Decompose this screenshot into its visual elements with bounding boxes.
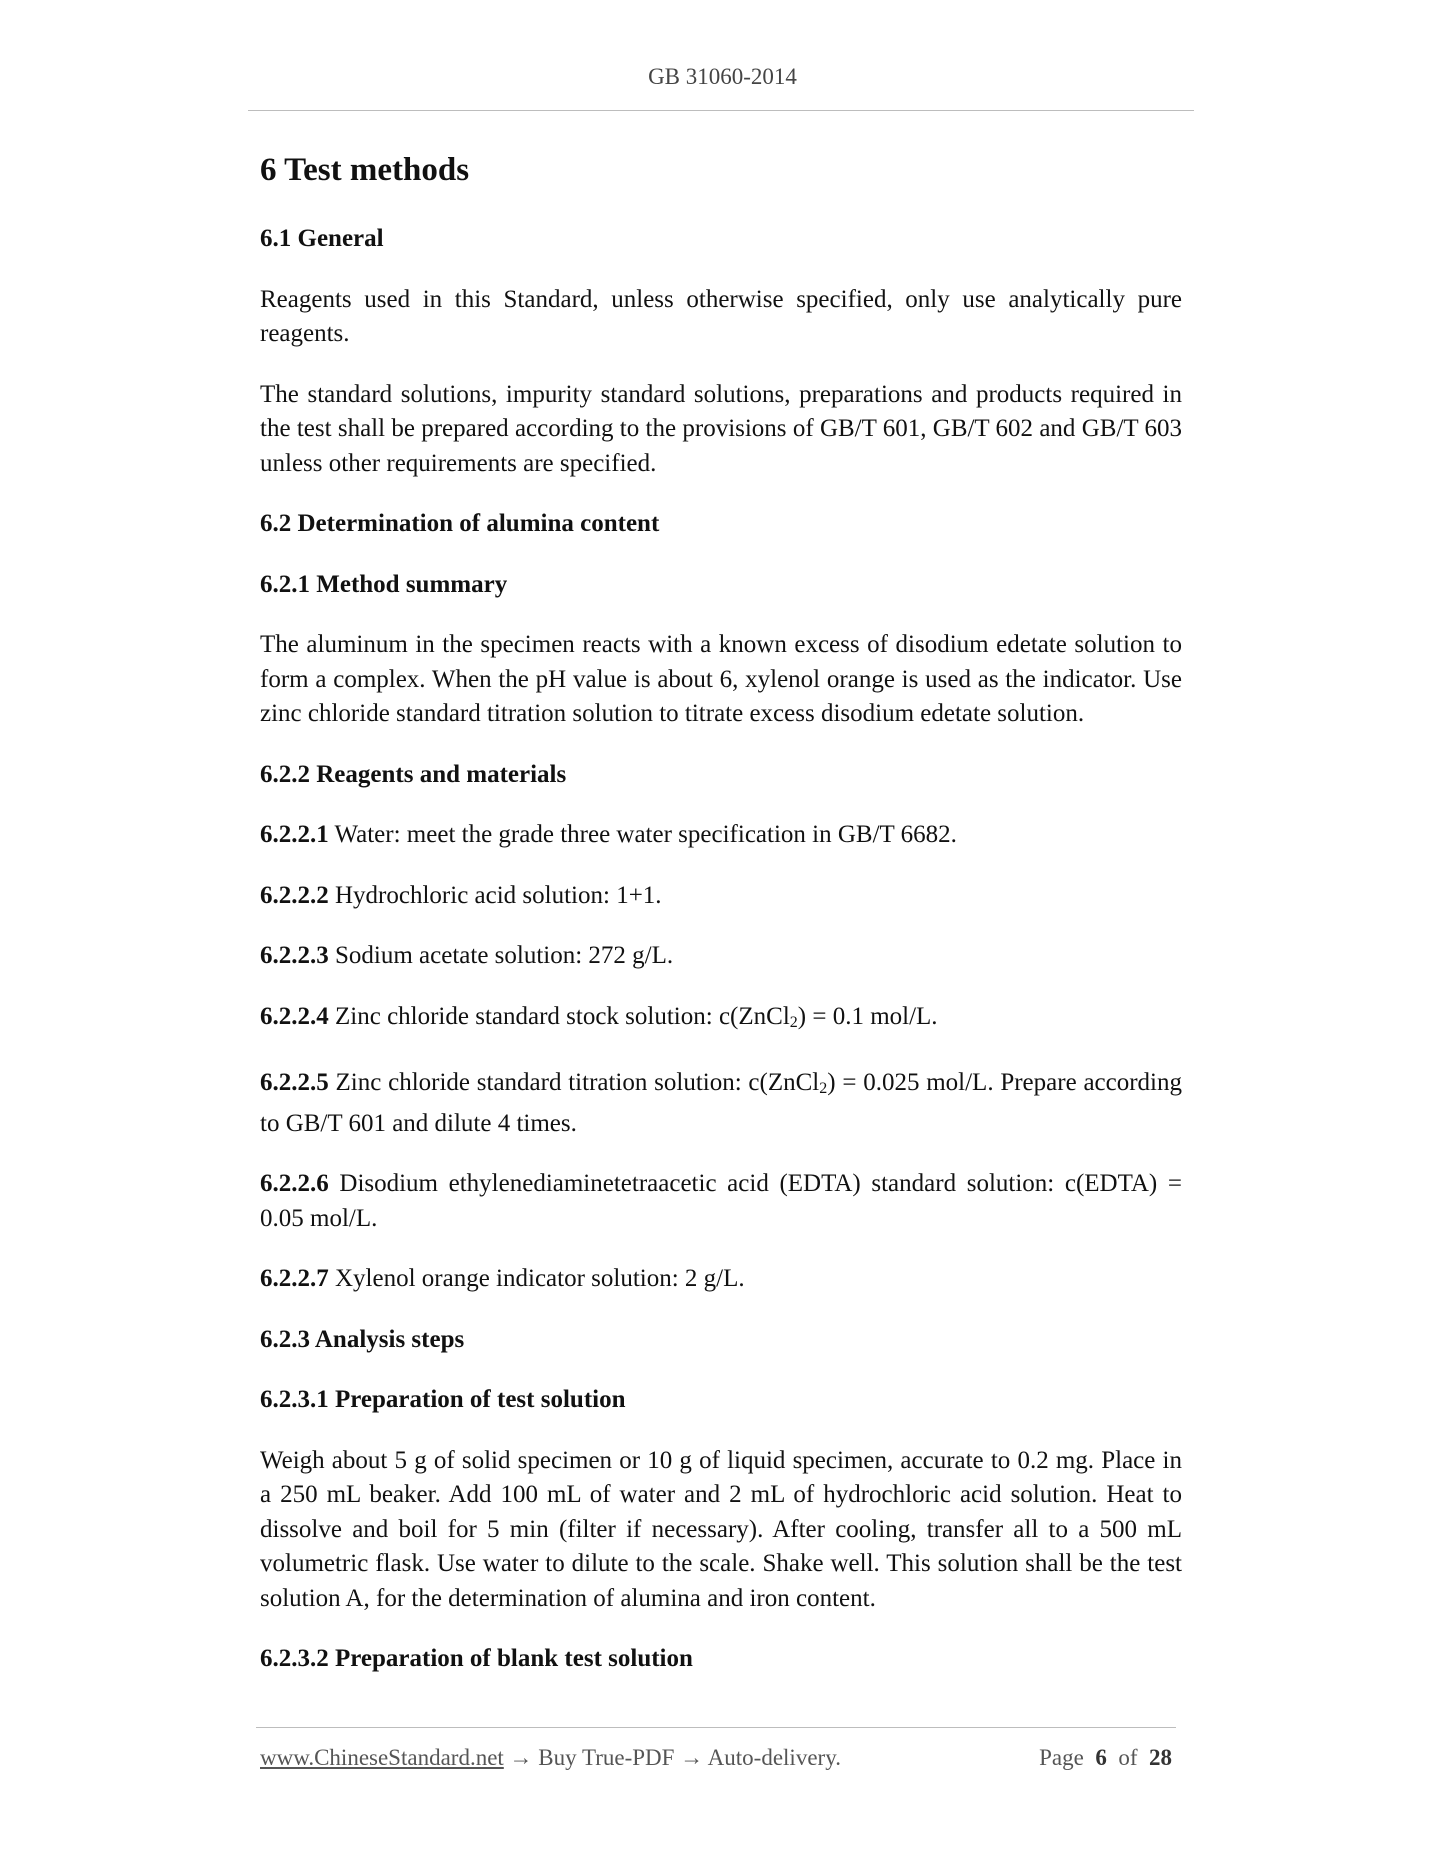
website-link[interactable]: www.ChineseStandard.net — [260, 1745, 504, 1770]
current-page: 6 — [1095, 1745, 1107, 1770]
arrow-icon: → — [674, 1745, 708, 1770]
auto-delivery-text: Auto-delivery. — [707, 1745, 841, 1770]
page-label: Page — [1039, 1745, 1084, 1770]
item-number: 6.2.2.6 — [260, 1170, 329, 1197]
item-text: Hydrochloric acid solution: 1+1. — [328, 881, 662, 909]
paragraph-6-1-reagents: Reagents used in this Standard, unless otherwise specified, only use analytically pure reagents. — [260, 285, 1182, 347]
of-label: of — [1118, 1745, 1138, 1770]
subsection-title-6-2-1: 6.2.1 Method summary — [260, 570, 508, 598]
subscript: 2 — [789, 1013, 798, 1031]
item-text: Water: meet the grade three water specification in GB/T 6682. — [328, 821, 957, 848]
paragraph-method-summary: The aluminum in the specimen reacts with a known excess of disodium edetate solution to form a complex. When the pH value is about 6, xylenol orange is used as the indicator. Use zinc chloride standard titration solution to titrate excess disodium edetate solution. — [260, 631, 1182, 727]
section-title: 6 Test methods — [260, 152, 470, 188]
footer-promo — [260, 1745, 841, 1771]
item-text: Zinc chloride standard titration solution: c(ZnCl — [328, 1069, 820, 1096]
item-text-end: ) = 0.1 mol/L. — [797, 1002, 938, 1030]
item-number: 6.2.2.5 — [260, 1069, 329, 1096]
subsection-title-6-2-3: 6.2.3 Analysis steps — [260, 1325, 465, 1353]
item-number: 6.2.2.7 — [260, 1265, 329, 1292]
reagent-item-6-2-2-1 — [260, 818, 1182, 853]
item-text: Sodium acetate solution: 272 g/L. — [328, 942, 674, 969]
total-pages: 28 — [1149, 1745, 1172, 1770]
subsection-title-6-2-3-1: 6.2.3.1 Preparation of test solution — [260, 1386, 626, 1413]
reagent-item-6-2-2-3 — [260, 939, 1182, 974]
reagent-item-6-2-2-7 — [260, 1262, 1182, 1297]
subscript: 2 — [819, 1080, 828, 1097]
subsection-title-6-2: 6.2 Determination of alumina content — [260, 510, 660, 537]
item-number: 6.2.2.3 — [260, 942, 329, 969]
footer-divider — [256, 1727, 1176, 1728]
item-number: 6.2.2.2 — [260, 881, 329, 909]
reagent-item-6-2-2-2 — [260, 879, 1182, 914]
item-number: 6.2.2.4 — [260, 1002, 329, 1030]
document-body — [260, 150, 1182, 1703]
reagent-item-6-2-2-4 — [260, 1000, 1182, 1041]
subsection-title-6-2-3-2: 6.2.3.2 Preparation of blank test solution — [260, 1645, 693, 1672]
paragraph-test-solution-preparation: Weigh about 5 g of solid specimen or 10 g of liquid specimen, accurate to 0.2 mg. Place in a 250 mL beaker. Add 100 mL of water and 2 mL of hydrochloric acid solution. Heat to dissolve and boil for 5 min (filter if necessary). After cooling, transfer all to a 500 mL volumetric flask. Use water to dilute to the scale. Shake well. This solution shall be the test solution A, for the determination of alumina and iron content. — [260, 1446, 1182, 1612]
item-text-end: ) = 0.025 mol/L. Prepare according to GB/T 601 and dilute 4 times. — [260, 1069, 1182, 1137]
page-number — [1039, 1745, 1172, 1771]
item-text: Zinc chloride standard stock solution: c(ZnCl — [328, 1002, 790, 1030]
reagent-item-6-2-2-5 — [260, 1066, 1182, 1141]
reagent-item-6-2-2-6 — [260, 1167, 1182, 1236]
item-text: Xylenol orange indicator solution: 2 g/L. — [328, 1265, 745, 1292]
paragraph-6-1-standard-solutions: The standard solutions, impurity standard solutions, preparations and products required in the test shall be prepared according to the provisions of GB/T 601, GB/T 602 and GB/T 603 unless other requirements are specified. — [260, 380, 1182, 477]
arrow-icon: → — [503, 1745, 539, 1770]
header-divider — [248, 110, 1194, 111]
item-text: Disodium ethylenediaminetetraacetic acid (EDTA) standard solution: c(EDTA) = 0.05 mol/L. — [260, 1170, 1182, 1232]
subsection-title-6-1: 6.1 General — [260, 225, 384, 252]
subsection-title-6-2-2: 6.2.2 Reagents and materials — [260, 760, 567, 788]
item-number: 6.2.2.1 — [260, 821, 329, 848]
buy-pdf-text: Buy True-PDF — [538, 1745, 675, 1770]
document-header-id: GB 31060-2014 — [648, 64, 797, 89]
